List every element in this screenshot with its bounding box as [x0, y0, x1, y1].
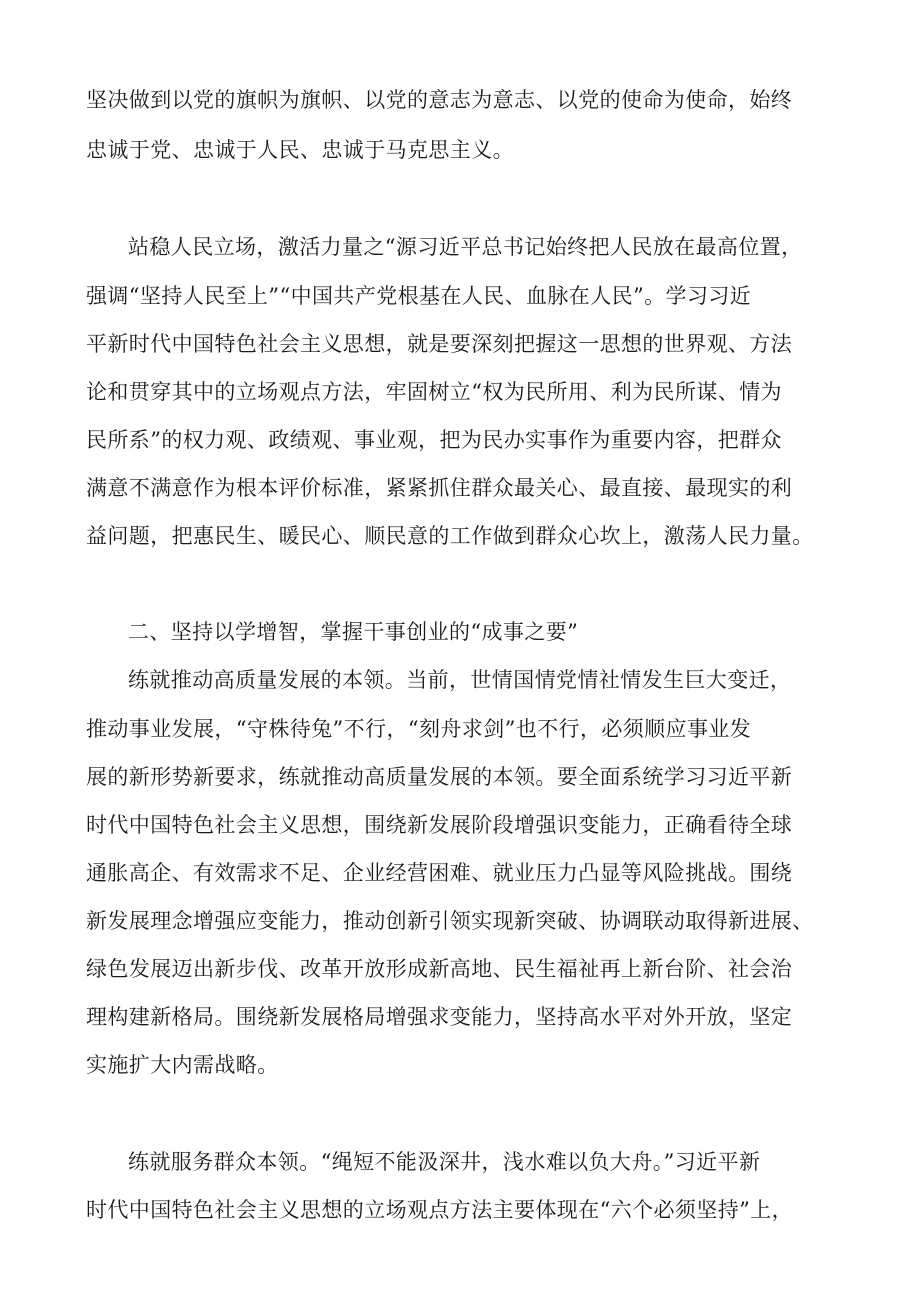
- paragraph-3-line-8: 理构建新格局。围绕新发展格局增强求变能力，坚持高水平对外开放，坚定: [86, 1005, 793, 1029]
- paragraph-2-line-2: 强调“坚持人民至上”“中国共产党根基在人民、血脉在人民”。学习习近: [86, 284, 752, 308]
- paragraph-3-line-5: 通胀高企、有效需求不足、企业经营困难、就业压力凸显等风险挑战。围绕: [86, 861, 793, 885]
- paragraph-3-line-6: 新发展理念增强应变能力，推动创新引领实现新突破、协调联动取得新进展、: [86, 909, 814, 933]
- paragraph-3-line-9: 实施扩大内需战略。: [86, 1053, 279, 1077]
- paragraph-3-line-7: 绿色发展迈出新步伐、改革开放形成新高地、民生福祉再上新台阶、社会治: [86, 957, 793, 981]
- paragraph-2-line-1: 站稳人民立场，激活力量之“源习近平总书记始终把人民放在最高位置，: [128, 235, 803, 259]
- paragraph-2-line-7: 益问题，把惠民生、暖民心、顺民意的工作做到群众心坎上，激荡人民力量。: [86, 524, 814, 548]
- paragraph-2-line-4: 论和贯穿其中的立场观点方法，牢固树立“权为民所用、利为民所谋、情为: [86, 380, 782, 404]
- paragraph-3-line-4: 时代中国特色社会主义思想，围绕新发展阶段增强识变能力，正确看待全球: [86, 813, 793, 837]
- paragraph-4-line-1: 练就服务群众本领。“绳短不能汲深井，浅水难以负大舟。”习近平新: [128, 1150, 761, 1174]
- paragraph-3-line-3: 展的新形势新要求，练就推动高质量发展的本领。要全面系统学习习近平新: [86, 765, 793, 789]
- paragraph-2-line-5: 民所系”的权力观、政绩观、事业观，把为民办实事作为重要内容，把群众: [86, 428, 782, 452]
- paragraph-1-line-1: 坚决做到以党的旗帜为旗帜、以党的意志为意志、以党的使命为使命，始终: [86, 88, 793, 112]
- paragraph-4-line-2: 时代中国特色社会主义思想的立场观点方法主要体现在“六个必须坚持”上，: [86, 1198, 794, 1222]
- paragraph-3-line-1: 练就推动高质量发展的本领。当前，世情国情党情社情发生巨大变迁，: [128, 668, 792, 692]
- paragraph-1-line-2: 忠诚于党、忠诚于人民、忠诚于马克思主义。: [86, 138, 514, 162]
- paragraph-3-line-2: 推动事业发展，“守株待兔”不行，“刻舟求剑”也不行，必须顺应事业发: [86, 717, 752, 741]
- section-heading: 二、坚持以学增智，掌握干事创业的“成事之要”: [128, 620, 579, 644]
- paragraph-2-line-3: 平新时代中国特色社会主义思想，就是要深刻把握这一思想的世界观、方法: [86, 332, 793, 356]
- paragraph-2-line-6: 满意不满意作为根本评价标准，紧紧抓住群众最关心、最直接、最现实的利: [86, 476, 793, 500]
